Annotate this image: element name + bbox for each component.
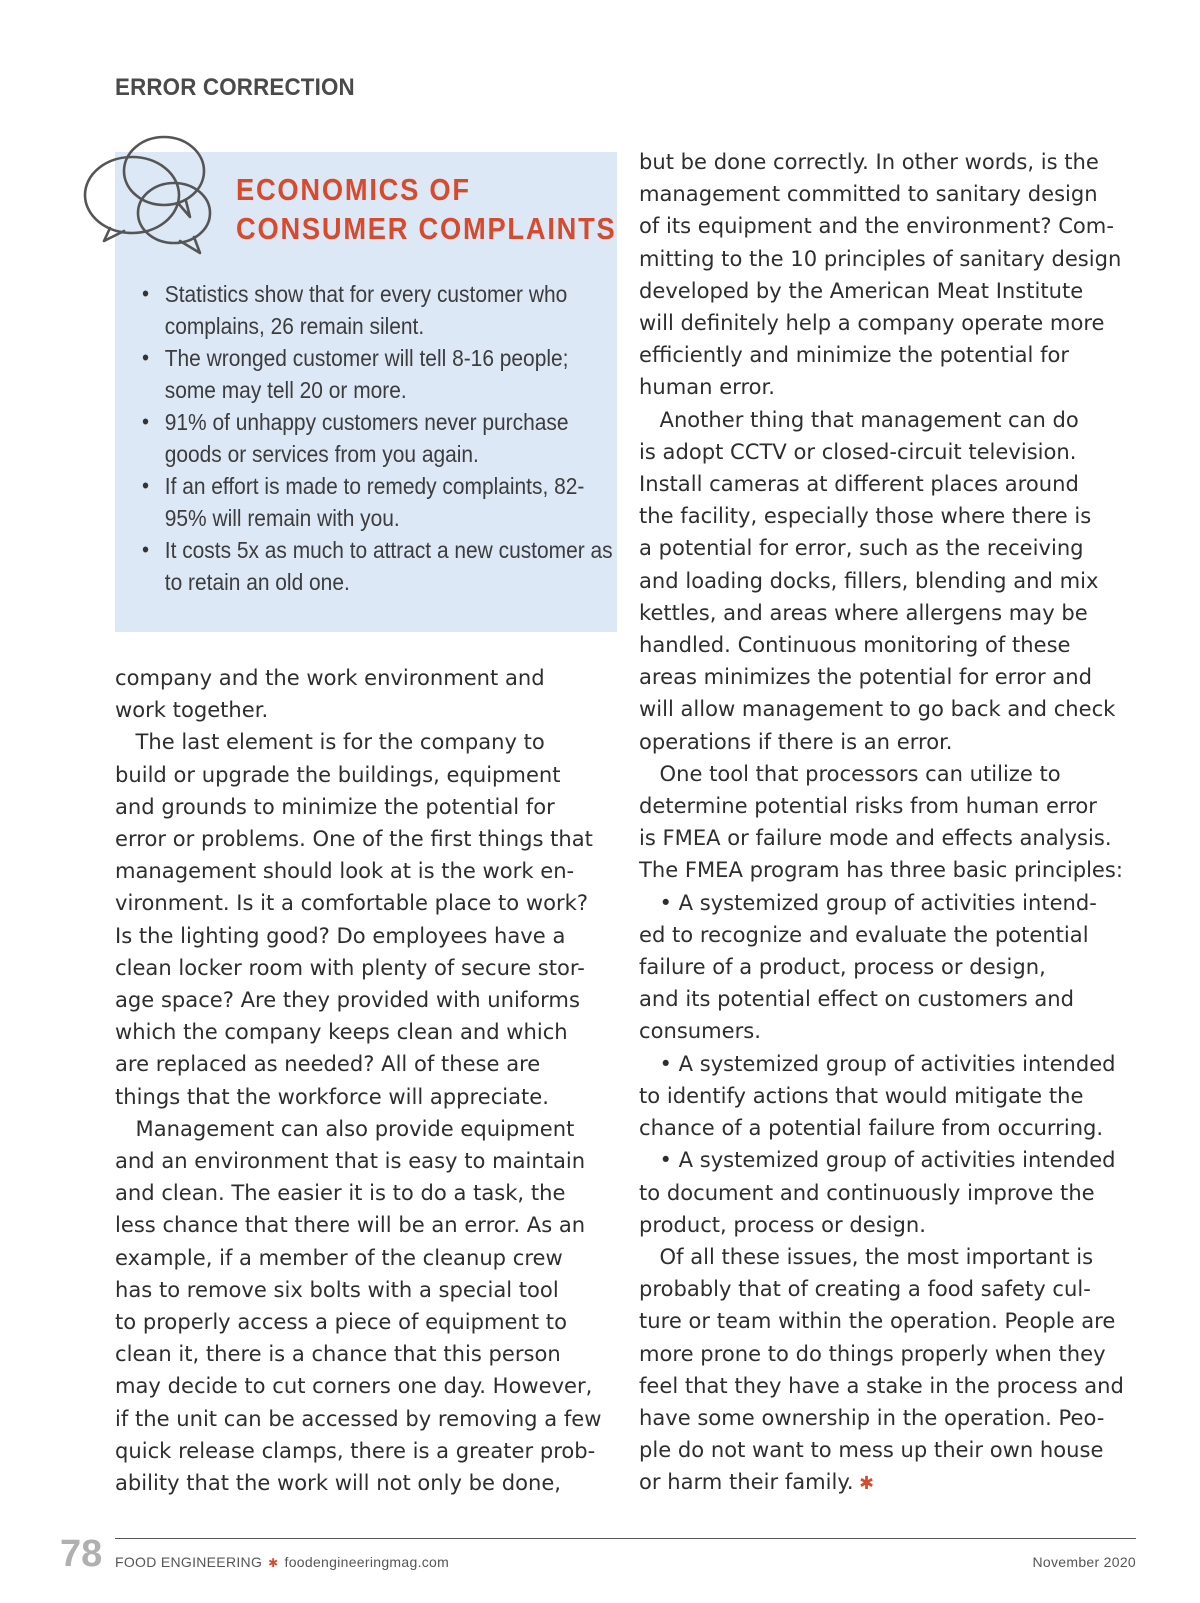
article-line: Of all these issues, the most important is <box>659 1244 1094 1270</box>
article-line: a potential for error, such as the receiving <box>639 536 1084 562</box>
end-mark-icon: ✱ <box>853 1473 874 1495</box>
sidebar-bullet: • The wronged customer will tell 8-16 people; some may tell 20 or more. <box>142 342 624 406</box>
sidebar-title-line: CONSUMER COMPLAINTS <box>236 211 617 246</box>
article-line: and grounds to minimize the potential for <box>115 794 555 820</box>
article-line: • A systemized group of activities intend- <box>659 890 1097 916</box>
sidebar-title <box>236 170 617 248</box>
article-line: is adopt CCTV or closed-circuit television. <box>639 439 1077 465</box>
article-line: less chance that there will be an error. As an <box>115 1213 586 1239</box>
article-line: error or problems. One of the first things that <box>115 827 593 853</box>
article-line: mitting to the 10 principles of sanitary design <box>639 246 1122 272</box>
publication-name: FOOD ENGINEERING <box>115 1554 263 1570</box>
footer-publication <box>115 1554 449 1570</box>
article-line: management should look at is the work en- <box>115 859 575 885</box>
article-line: will allow management to go back and check <box>639 697 1116 723</box>
sidebar-bullet: • Statistics show that for every customer who complains, 26 remain silent. <box>142 278 624 342</box>
article-line: and an environment that is easy to maintain <box>115 1149 586 1175</box>
article-line: vironment. Is it a comfortable place to work? <box>115 891 589 917</box>
article-line: and loading docks, fillers, blending and mix <box>639 568 1099 594</box>
article-line: build or upgrade the buildings, equipment <box>115 762 561 788</box>
article-line: management committed to sanitary design <box>639 182 1098 208</box>
article-line: chance of a potential failure from occurring. <box>639 1116 1104 1142</box>
article-line: Another thing that management can do <box>659 407 1079 433</box>
article-line: determine potential risks from human error <box>639 794 1097 820</box>
article-line: and its potential effect on customers and <box>639 987 1075 1013</box>
article-line: have some ownership in the operation. Peo- <box>639 1405 1105 1431</box>
article-line: ed to recognize and evaluate the potential <box>639 922 1089 948</box>
article-line: One tool that processors can utilize to <box>659 761 1061 787</box>
article-line: but be done correctly. In other words, is the <box>639 150 1099 175</box>
sidebar-bullet-list <box>142 278 613 598</box>
article-line: to properly access a piece of equipment to <box>115 1310 567 1336</box>
article-line: • A systemized group of activities intended <box>659 1148 1116 1174</box>
article-line: of its equipment and the environment? Com- <box>639 214 1114 240</box>
article-line: to document and continuously improve the <box>639 1180 1095 1206</box>
publication-website: foodengineeringmag.com <box>284 1554 450 1570</box>
article-line: which the company keeps clean and which <box>115 1020 568 1046</box>
article-line: • A systemized group of activities intended <box>659 1051 1116 1077</box>
article-line: company and the work environment and <box>115 666 545 691</box>
article-line: things that the workforce will appreciate. <box>115 1084 549 1110</box>
article-line: to identify actions that would mitigate the <box>639 1083 1084 1109</box>
article-line: clean locker room with plenty of secure stor- <box>115 955 585 981</box>
article-line: will definitely help a company operate more <box>639 311 1105 337</box>
article-line: Is the lighting good? Do employees have a <box>115 923 566 949</box>
article-line: The FMEA program has three basic principles: <box>639 858 1123 884</box>
article-line: if the unit can be accessed by removing a few <box>115 1406 602 1432</box>
article-line: ple do not want to mess up their own house <box>639 1438 1104 1464</box>
article-line: product, process or design. <box>639 1212 926 1238</box>
article-line: quick release clamps, there is a greater prob- <box>115 1438 596 1464</box>
article-line: age space? Are they provided with uniforms <box>115 988 580 1014</box>
article-line: ability that the work will not only be done, <box>115 1471 562 1497</box>
article-line: feel that they have a stake in the process and <box>639 1373 1124 1399</box>
article-line: or harm their family. ✱ <box>639 1470 874 1496</box>
article-line: may decide to cut corners one day. However, <box>115 1374 593 1400</box>
article-line: efficiently and minimize the potential for <box>639 343 1070 369</box>
article-line: has to remove six bolts with a special tool <box>115 1277 559 1303</box>
article-column-right <box>639 147 1139 1501</box>
issue-date: November 2020 <box>1032 1554 1136 1570</box>
sidebar-bullet: • 91% of unhappy customers never purchase goods or services from you again. <box>142 406 624 470</box>
sidebar-title-line: ECONOMICS OF <box>236 172 471 207</box>
article-line: developed by the American Meat Institute <box>639 278 1084 304</box>
article-line: consumers. <box>639 1019 761 1045</box>
footer-separator-icon: ✱ <box>268 1556 279 1570</box>
sidebar-bullet: • If an effort is made to remedy complaints, 82-95% will remain with you. <box>142 470 624 534</box>
article-line: Management can also provide equipment <box>135 1116 575 1142</box>
article-line: example, if a member of the cleanup crew <box>115 1245 563 1271</box>
speech-bubbles-icon <box>82 133 222 258</box>
page-number: 78 <box>60 1533 103 1575</box>
article-line: work together. <box>115 698 269 724</box>
article-line: the facility, especially those where there is <box>639 504 1092 530</box>
article-line: Install cameras at different places around <box>639 472 1079 498</box>
sidebar-bullet: • It costs 5x as much to attract a new customer as to retain an old one. <box>142 534 624 598</box>
article-line: areas minimizes the potential for error and <box>639 665 1093 691</box>
article-line: are replaced as needed? All of these are <box>115 1052 541 1078</box>
article-line: human error. <box>639 375 775 401</box>
article-line: ture or team within the operation. People are <box>639 1309 1116 1335</box>
article-line: operations if there is an error. <box>639 729 953 755</box>
article-line: failure of a product, process or design, <box>639 955 1046 981</box>
article-line: is FMEA or failure mode and effects analysis. <box>639 826 1112 852</box>
footer-divider <box>115 1538 1136 1539</box>
article-line: clean it, there is a chance that this person <box>115 1342 561 1368</box>
article-line: handled. Continuous monitoring of these <box>639 633 1071 659</box>
section-label: ERROR CORRECTION <box>115 74 355 101</box>
article-line: probably that of creating a food safety cul- <box>639 1277 1091 1303</box>
article-column-left <box>115 663 615 1500</box>
article-line: more prone to do things properly when they <box>639 1341 1106 1367</box>
article-line: The last element is for the company to <box>135 730 545 756</box>
article-line: kettles, and areas where allergens may be <box>639 600 1088 626</box>
article-line: and clean. The easier it is to do a task, the <box>115 1181 566 1207</box>
